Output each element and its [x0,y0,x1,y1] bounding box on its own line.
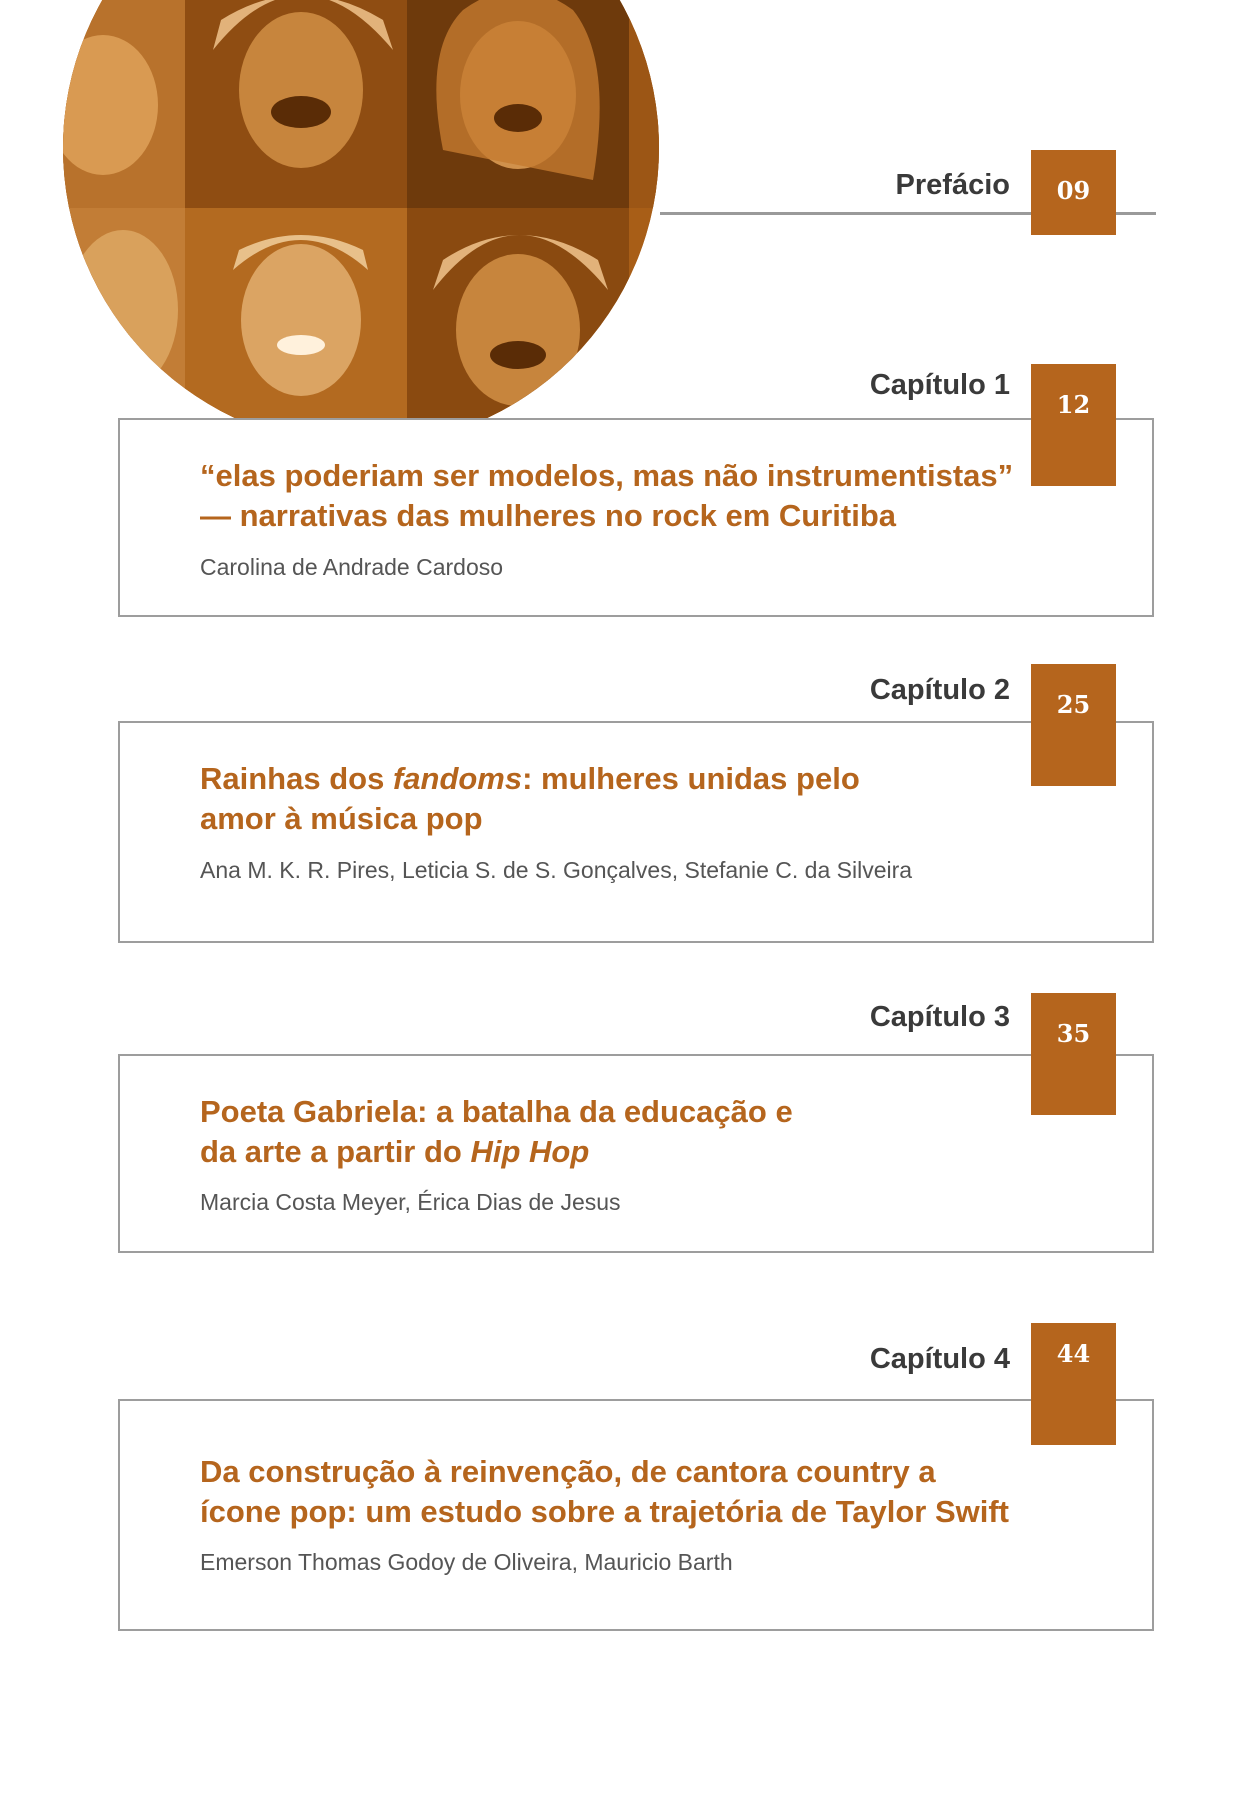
chapter-4-title: Da construção à reinvenção, de cantora country a ícone pop: um estudo sobre a trajetória de Taylor Swift [200,1454,1009,1529]
chapter-1-card [118,418,1154,617]
collage-image [63,0,659,446]
chapter-3-authors: Marcia Costa Meyer, Érica Dias de Jesus [200,1189,621,1215]
chapter-1-title: “elas poderiam ser modelos, mas não instrumentistas” — narrativas das mulheres no rock em Curitiba [200,458,1014,533]
chapter-1-label: Capítulo 1 [869,369,1010,401]
chapter-2-title: Rainhas dos fandoms: mulheres unidas pelo amor à música pop [200,761,860,836]
chapter-2-card [118,721,1154,943]
chapter-2-authors: Ana M. K. R. Pires, Leticia S. de S. Gonçalves, Stefanie C. da Silveira [200,857,913,883]
chapter-2-page-number: 25 [1031,664,1116,786]
chapter-3-card [118,1054,1154,1253]
chapter-4-page-number: 44 [1031,1323,1116,1445]
chapter-2-label: Capítulo 2 [869,674,1010,706]
chapter-4-authors: Emerson Thomas Godoy de Oliveira, Mauricio Barth [200,1549,733,1575]
chapter-1-page-number: 12 [1031,364,1116,486]
chapter-3-page-number: 35 [1031,993,1116,1115]
chapter-3-label: Capítulo 3 [869,1001,1010,1033]
chapter-3-title: Poeta Gabriela: a batalha da educação e da arte a partir do Hip Hop [200,1094,793,1169]
chapter-4-label: Capítulo 4 [869,1343,1010,1375]
cover-photo-collage [63,0,659,446]
chapter-1-authors: Carolina de Andrade Cardoso [200,554,504,580]
preface-page-number: 09 [1031,150,1116,235]
chapter-4-card [118,1399,1154,1631]
preface-label: Prefácio [895,169,1010,201]
